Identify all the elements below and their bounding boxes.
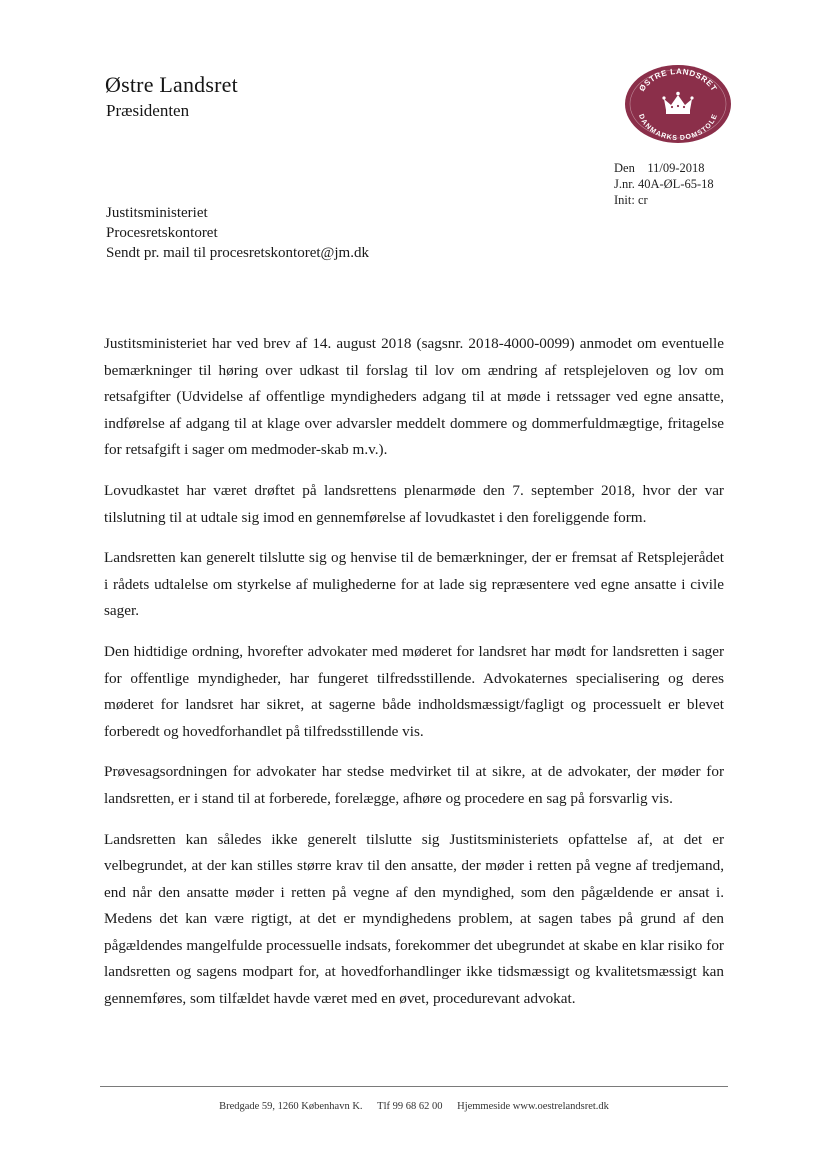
court-subtitle: Præsidenten (106, 101, 190, 120)
seal-top-text: ØSTRE LANDSRET (637, 66, 719, 94)
date-value: 11/09-2018 (647, 161, 705, 175)
body-paragraph-6: Landsretten kan således ikke generelt tilslutte sig Justitsministeriets opfattelse af, at det er velbegrundet, at der kan stilles større krav til den ansatte, der møder i retten på vegne af tredjemand, end når den ansatte møder i retten på vegne af den myndighed, som den pågældende er ansat i. Medens det kan være rigtigt, at det er myndighedens problem, at sagen tabes på grund af den pågældendes mangelfulde processuelle indsats, forekommer det ubegrundet at skabe en klar risiko for landsretten og sagens modpart for, at hovedforhandlinger ikke tidsmæssigt og kvalitetsmæssigt kan gennemføres, som tilfældet havde været med en øvet, procedurevant advokat. (104, 830, 724, 1008)
recipient-address (106, 203, 369, 263)
initials: Init: cr (614, 193, 648, 207)
reference-block (614, 160, 714, 208)
letter-body (104, 331, 724, 1027)
recipient-line-1: Justitsministeriet (106, 205, 208, 221)
court-name: Østre Landsret (105, 72, 238, 97)
body-paragraph-3: Landsretten kan generelt tilslutte sig og henvise til de bemærkninger, der er fremsat af Retsplejerådet i rådets udtalelse om styrkelse af mulighederne for at lade sig repræsentere ved egne ansatte i civile sager. (104, 549, 724, 620)
journal-number: J.nr. 40A-ØL-65-18 (614, 177, 714, 191)
footer-divider (100, 1086, 728, 1087)
footer-website: Hjemmeside www.oestrelandsret.dk (457, 1101, 609, 1112)
footer-address: Bredgade 59, 1260 København K. (219, 1101, 363, 1112)
seal-bottom-text: DANMARKS DOMSTOLE (637, 113, 719, 143)
footer-phone: Tlf 99 68 62 00 (377, 1101, 443, 1112)
court-seal-logo (624, 64, 732, 144)
date-line (614, 160, 714, 176)
recipient-line-3: Sendt pr. mail til procesretskontoret@jm.dk (106, 245, 369, 261)
body-paragraph-4: Den hidtidige ordning, hvorefter advokater med møderet for landsret har mødt for landsretten i sager for offentlige myndigheder, har fungeret tilfredsstillende. Advokaternes specialisering og deres møderet for landsret har sikret, at sagerne både indholdsmæssigt/fagligt og processuelt er blevet forberedt og hovedforhandlet på tilfredsstillende vis. (104, 642, 724, 740)
recipient-line-2: Procesretskontoret (106, 225, 218, 241)
body-paragraph-1: Justitsministeriet har ved brev af 14. august 2018 (sagsnr. 2018-4000-0099) anmodet om eventuelle bemærkninger til høring over udkast til forslag til lov om ændring af retsplejeloven og lov om retsafgifter (Udvidelse af offentlige myndigheders adgang til at møde i retssager ved egne ansatte, indførelse af adgang til at klage over advarsler meddelt dommere og dommerfuldmægtige, fritagelse for retsafgift i sager om medmoder-skab m.v.). (104, 335, 724, 459)
body-paragraph-2: Lovudkastet har været drøftet på landsrettens plenarmøde den 7. september 2018, hvor der var tilslutning til at udtale sig imod en gennemførelse af lovudkastet i den foreliggende form. (104, 481, 724, 526)
footer (100, 1101, 728, 1112)
date-label: Den (614, 161, 635, 175)
body-paragraph-5: Prøvesagsordningen for advokater har stedse medvirket til at sikre, at de advokater, der møder for landsretten, er i stand til at forberede, forelægge, afhøre og procedere en sag på forsvarlig vis. (104, 763, 724, 807)
